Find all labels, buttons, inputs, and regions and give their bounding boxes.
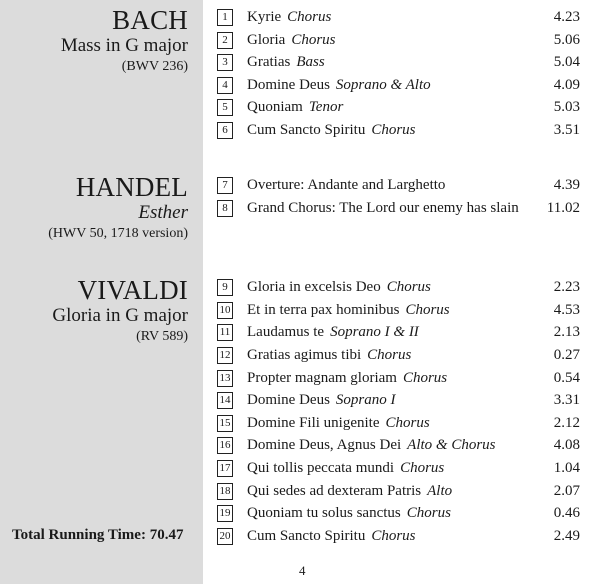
track-number-box: 12 [217,347,233,364]
track-voice: Chorus [371,122,416,138]
track-row [217,369,582,389]
track-duration: 4.53 [553,302,580,318]
track-duration: 11.02 [546,200,580,216]
track-number-box: 11 [217,324,233,341]
track-number-box: 17 [217,460,233,477]
track-number-box: 18 [217,483,233,500]
catalog-number: (HWV 50, 1718 version) [48,226,188,241]
track-duration: 0.46 [553,505,580,521]
track-duration: 2.13 [553,324,580,340]
composer-block-vivaldi [52,276,188,346]
track-duration: 4.08 [553,437,580,453]
track-title: Propter magnam gloriam [247,370,397,386]
track-title-line [247,527,416,546]
track-duration: 5.03 [553,99,580,115]
track-title: Quoniam [247,99,303,115]
track-title: Et in terra pax hominibus [247,302,400,318]
track-title-line [247,369,447,388]
track-duration: 2.12 [553,415,580,431]
track-duration: 0.54 [553,370,580,386]
track-title-line [247,459,444,478]
track-voice: Chorus [291,32,336,48]
track-title: Domine Deus [247,77,330,93]
track-number-box: 5 [217,99,233,116]
track-number-box: 4 [217,77,233,94]
track-number-box: 14 [217,392,233,409]
track-row [217,176,582,196]
track-row [217,121,582,141]
track-title: Domine Fili unigenite [247,415,380,431]
track-duration: 4.39 [553,177,580,193]
catalog-number: (RV 589) [136,329,188,344]
track-voice: Chorus [402,370,448,386]
track-title-line [247,482,452,501]
track-row [217,31,582,51]
track-title-line [247,8,331,27]
track-voice: Alto [427,483,453,499]
track-title: Kyrie [247,9,282,25]
track-title-line [247,323,419,342]
track-number-box: 13 [217,370,233,387]
track-title: Grand Chorus: The Lord our enemy has slain [247,200,519,216]
track-voice: Alto & Chorus [407,437,496,453]
track-duration: 1.04 [553,460,580,476]
total-running-time: Total Running Time: 70.47 [12,527,184,543]
track-title: Quoniam tu solus sanctus [247,505,401,521]
track-voice: Tenor [308,99,344,115]
track-title: Cum Sancto Spiritu [247,122,366,138]
track-row [217,414,582,434]
work-title: Esther [138,202,188,223]
track-title-line [247,436,496,455]
track-row [217,8,582,28]
track-duration: 5.06 [553,32,580,48]
track-number-box: 6 [217,122,233,139]
track-row [217,346,582,366]
catalog-number: (BWV 236) [121,59,188,74]
track-title: Gratias [247,54,291,70]
track-title-line [247,391,396,410]
track-row [217,53,582,73]
track-voice: Chorus [385,415,430,431]
track-title: Overture: Andante and Larghetto [247,177,446,193]
track-voice: Chorus [406,505,451,521]
track-title: Domine Deus [247,392,330,408]
track-title: Qui tollis peccata mundi [247,460,395,476]
track-number-box: 16 [217,437,233,454]
track-title: Laudamus te [247,324,325,340]
track-row [217,323,582,343]
track-title: Cum Sancto Spiritu [247,528,366,544]
track-duration: 0.27 [553,347,580,363]
track-title: Gloria in excelsis Deo [247,279,381,295]
track-duration: 3.51 [553,122,580,138]
track-row [217,76,582,96]
track-title: Qui sedes ad dexteram Patris [247,483,422,499]
composer-name: VIVALDI [77,275,188,305]
track-voice: Soprano I & II [330,324,419,340]
track-title-line [247,121,416,140]
work-title: Mass in G major [60,35,188,56]
track-duration: 4.09 [553,77,580,93]
track-title: Gratias agimus tibi [247,347,362,363]
composer-name: BACH [112,5,188,35]
page-number: 4 [299,563,306,578]
track-duration: 5.04 [553,54,580,70]
track-row [217,504,582,524]
work-title: Gloria in G major [52,305,188,326]
track-voice: Soprano I [335,392,396,408]
track-number-box: 2 [217,32,233,49]
track-row [217,98,582,118]
track-row [217,391,582,411]
track-row [217,301,582,321]
track-number-box: 8 [217,200,233,217]
track-title-line [247,346,411,365]
track-voice: Chorus [386,279,431,295]
track-duration: 2.23 [553,279,580,295]
track-number-box: 9 [217,279,233,296]
track-voice: Bass [296,54,325,70]
track-title-line [247,504,451,523]
track-voice: Chorus [405,302,450,318]
composer-block-bach [61,6,188,76]
track-number-box: 19 [217,505,233,522]
composer-block-handel [48,173,188,243]
track-title-line [247,278,431,297]
track-title-line [247,301,450,320]
track-number-box: 10 [217,302,233,319]
track-number-box: 7 [217,177,233,194]
track-duration: 2.07 [553,483,580,499]
track-title-line [247,414,430,433]
track-title-line [247,53,325,72]
track-voice: Chorus [367,347,412,363]
track-number-box: 1 [217,9,233,26]
track-title-line [247,31,336,50]
track-title: Domine Deus, Agnus Dei [247,437,402,453]
track-title-line [247,199,519,218]
track-number-box: 3 [217,54,233,71]
track-title: Gloria [247,32,286,48]
track-row [217,459,582,479]
track-duration: 4.23 [553,9,580,25]
track-duration: 3.31 [553,392,580,408]
track-row [217,436,582,456]
composer-name: HANDEL [75,172,188,202]
track-row [217,482,582,502]
track-voice: Soprano & Alto [335,77,431,93]
track-row [217,199,582,219]
track-number-box: 15 [217,415,233,432]
track-voice: Chorus [287,9,332,25]
track-title-line [247,76,431,95]
track-voice: Chorus [371,528,416,544]
track-number-box: 20 [217,528,233,545]
track-title-line [247,98,343,117]
track-voice: Chorus [400,460,445,476]
track-row [217,278,582,298]
track-duration: 2.49 [553,528,580,544]
track-title-line [247,176,445,195]
track-row [217,527,582,547]
